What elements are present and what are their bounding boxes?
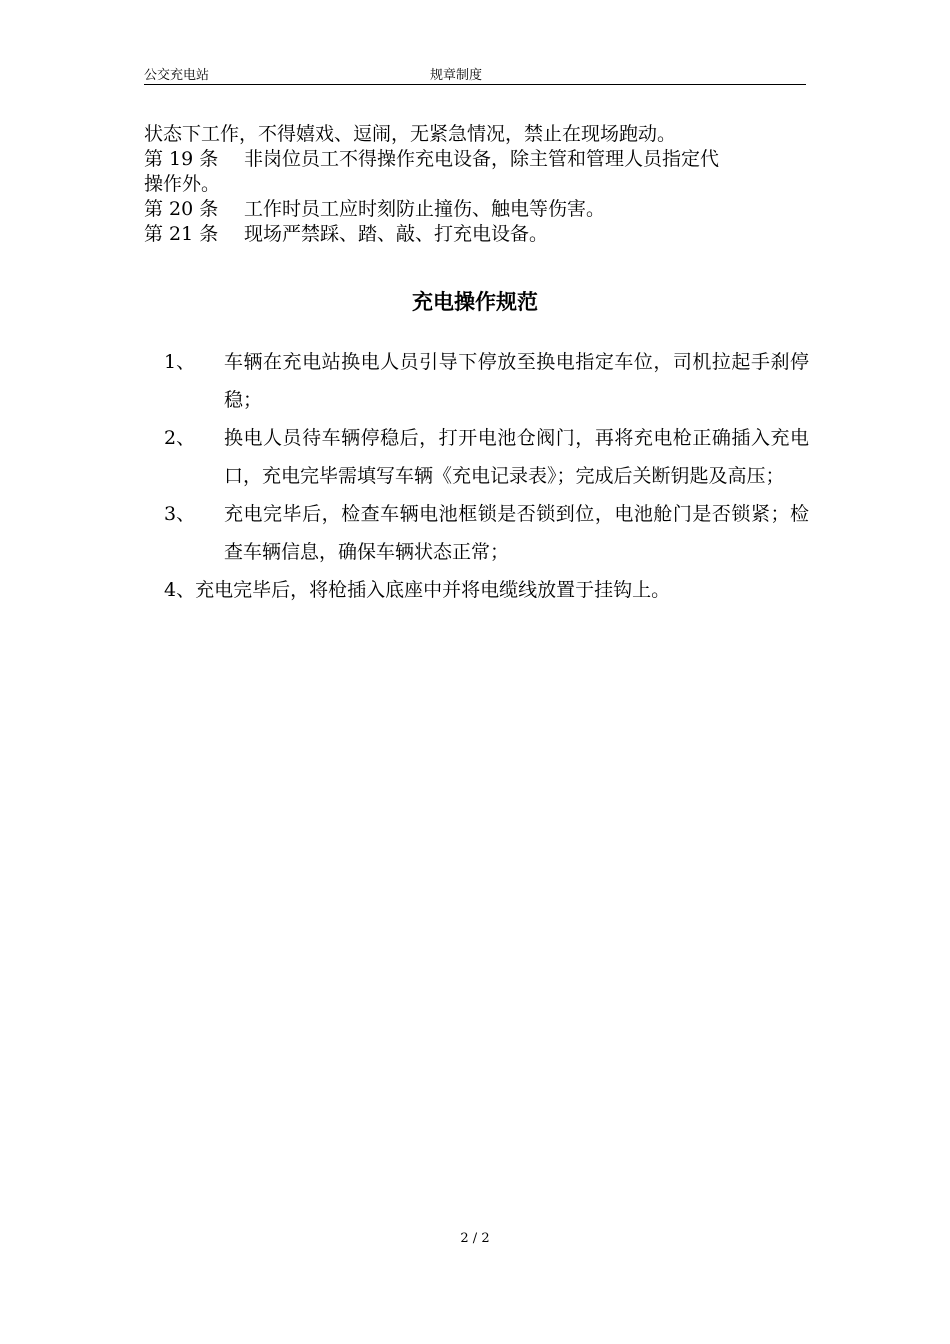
- list-item: 4、充电完毕后，将枪插入底座中并将电缆线放置于挂钩上。: [164, 579, 671, 601]
- article-number: 第 20 条: [144, 198, 219, 220]
- step-number: 3、: [164, 503, 196, 525]
- article-number: 第 19 条: [144, 148, 219, 170]
- section-title: 充电操作规范: [412, 289, 538, 314]
- articles-block: [144, 122, 814, 247]
- list-item: [164, 495, 814, 571]
- article-text: 工作时员工应时刻防止撞伤、触电等伤害。: [244, 198, 606, 220]
- step-number: 1、: [164, 351, 196, 373]
- header-center-text: 规章制度: [430, 68, 483, 83]
- list-item: [164, 343, 814, 419]
- article-19: [144, 147, 814, 172]
- step-number: 2、: [164, 427, 196, 449]
- article-continuation: 状态下工作，不得嬉戏、逗闹，无紧急情况，禁止在现场跑动。: [144, 123, 677, 145]
- article-text: 现场严禁踩、踏、敲、打充电设备。: [244, 223, 549, 245]
- list-item: [164, 419, 814, 495]
- article-21: [144, 222, 814, 247]
- page-header: [144, 62, 806, 85]
- step-text: 车辆在充电站换电人员引导下停放至换电指定车位，司机拉起手刹停稳；: [224, 351, 809, 411]
- step-text: 充电完毕后，检查车辆电池框锁是否锁到位，电池舱门是否锁紧；检查车辆信息，确保车辆状态正常；: [224, 503, 809, 563]
- article-text: 非岗位员工不得操作充电设备，除主管和管理人员指定代: [244, 148, 720, 170]
- step-text: 换电人员待车辆停稳后，打开电池仓阀门，再将充电枪正确插入充电口，充电完毕需填写车辆《充电记录表》；完成后关断钥匙及高压；: [224, 427, 809, 487]
- page-number: 2 / 2: [460, 1231, 490, 1246]
- header-left-text: 公交充电站: [144, 68, 210, 83]
- article-19-continuation: 操作外。: [144, 173, 221, 195]
- article-number: 第 21 条: [144, 223, 219, 245]
- steps-list: [164, 343, 814, 609]
- article-20: [144, 197, 814, 222]
